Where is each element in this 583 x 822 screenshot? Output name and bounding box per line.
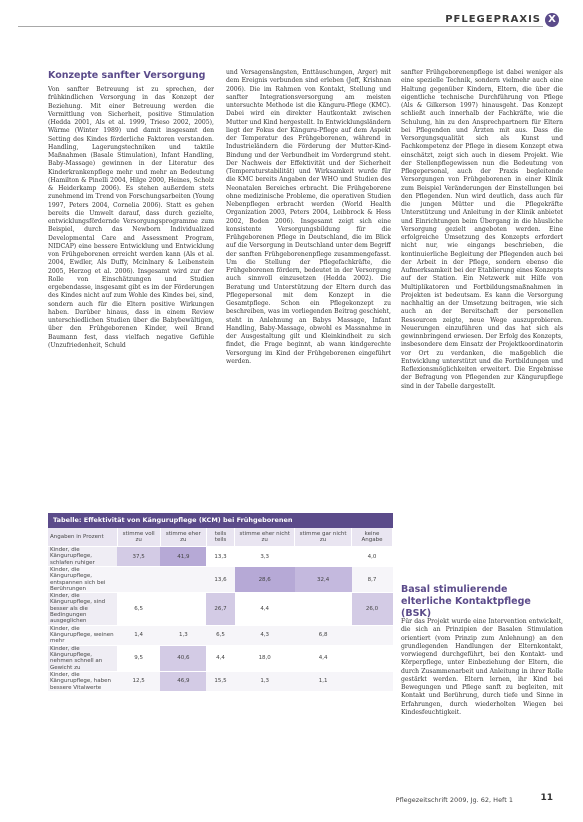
table-row	[48, 671, 393, 691]
table-row	[48, 567, 393, 593]
text-column-1: Von sanfter Betreuung ist zu sprechen, der frühkindlichen Versorgung in das Konzept der Beziehung. Mit einer Betreuung werden die Vermittlung von Sicherheit, positive Stimulation (Hedda 2001, Als et al. 1999, Trieso 2002, 2005), Wärme (Winter 1989) und damit insgesamt den Setting des Kindes förderliche Faktoren verstanden. Handling, Lagerungstechniken und taktile Maßnahmen (Basale Stimulation), Infant Handling, Baby-Massage) gewinnen in der Literatur des Kinderkrankenpflege mehr und mehr an Bedeutung (Hamilton & Pinelli 2004, Hilge 2000, Heines, Scholz & Heiderkamp 2006). Es stehen außerdem stets zunehmend im Trend von Forschungsarbeiten (Young 1997, Peters 2004, Cornelia 2006). Statt es gehen bereits die Umwelt darauf, dass durch gezielte, entwicklungsfördernde Versorgungsprogramme zum Beispiel, durch das Newborn Individualized Developmental Care and Assessment Program, NIDCAP) eine bessere Entwicklung und Entwicklung von Frühgeborenen erreicht werden kann (Als et al. 2004, Ewdler, Als Duffy, Mcinlnary & Leibenstein 2005, Herzog et al. 2006). Insgesamt wird zur der Rolle von Einschätzungen und Studien ergebendasse, insgesamt gibt es im der Förderungen des Kindes nicht auf zum Wohle des Kindes bei, sind, sondern auch für die Eltern positive Wirkungen haben. Darüber hinaus, dass in einem Review unterschiedlichen Studien über die Babybewältigen, über den Frühgeborenen Kinder, weil Brand Baumann fest, dass vielfach negative Gefühle (Unzufriedenheit, Schuld	[48, 86, 214, 349]
section-title: PFLEGEPRAXIS	[445, 14, 541, 25]
table-title: Tabelle: Effektivität von Kängurupflege (KCM) bei Frühgeborenen	[48, 513, 393, 528]
table-cell: 4,4	[235, 593, 295, 625]
table-cell: 18,0	[235, 645, 295, 671]
text-column-3: sanfter Frühgeborenenpflege ist dabei weniger als eine spezielle Technik, sondern vielmehr auch eine Haltung gegenüber Kindern, Eltern, die über die eigentliche technische Durchführung von Pflege (Als & Gilkerson 1997) hinausgeht. Das Konzept schließt auch innerhalb der Fachkräfte, wie die Schulung, hin zu den Ansprechpartnern für Eltern bei Pflegenden und Ärzten mit aus. Dass die Versorgungsqualität sich als Kunst und Fachkompetenz der Pflege in diesem Konzept etwa einschätzt, zeigt sich auch in diesem Projekt. Wie der Stellenpflegewissen nun die Bedeutung von Pflegepersonal, auch der Praxis begleitende Versorgungen von Frühgeborenen in einer Klinik zum Beispiel Veränderungen der Einstellungen bei den Pflegenden. Nun wird deutlich, dass auch für die jungen Mütter und die Pflegekräfte Unterstützung und Anleitung in der Klinik anbietet und Einrichtungen beim Übergang in die häusliche Versorgung gezielt angeboten werden. Eine erfolgreiche Umsetzung des Konzepts erfordert nicht nur, wie eingangs beschrieben, die kontinuierliche Begleitung der Pflegenden auch bei der Arbeit in der Pflege, sondern ebenso die Aufmerksamkeit bei der Etablierung eines Konzepts auf der Station. Ein Netzwerk mit Hilfe von Multiplikatoren und Fortbildungsmaßnahmen in Projekten ist bedeutsam. Es kann die Versorgung nachhaltig an der Umsetzung beitragen, wie sich auch an der Bereitschaft der personellen Ressourcen zeigte, neue Wege auszuprobieren. Neuerungen einzuführen und das hat sich als gewinnbringend erwiesen. Der Erfolg des Konzepts, insbesondere dem Einsatz der Projektkoordinatorin vor Ort zu verdanken, die maßgeblich die Entwicklung unterstützt und die Fortbildungen und Reflexionsmöglichkeiten erweitert. Die Ergebnisse der Befragung von Pflegenden zur Kängurupflege sind in der Tabelle dargestellt.	[401, 69, 563, 390]
table-cell: 8,7	[352, 567, 393, 593]
table-cell	[160, 593, 206, 625]
col-header: Angaben in Prozent	[48, 528, 117, 547]
table-cell: 46,9	[160, 671, 206, 691]
text-column-3b: Für das Projekt wurde eine Intervention entwickelt, die sich an Prinzipien der Basalen Stimulation orientiert (vom Prinzip zum Anlehnung) an den grundlegenden Handlungen der Elternkontakt, vorwiegend durchgeführt, bei den Kontakt- und Körperpflege, unter Einbeziehung der Eltern, die durch Zusammenarbeit und Anleitung in ihrer Rolle gestärkt werden. Eltern lernen, ihr Kind bei Bewegungen und Pflege sanft zu begleiten, mit Kontakt und Berührung, durch tiefe und Sinne in Erfahrungen, durch wiederholten Wiegen bei Kindesfeuchtigkeit.	[401, 618, 563, 716]
table-cell: 6,5	[206, 625, 234, 645]
table-cell	[160, 567, 206, 593]
table-cell	[295, 547, 352, 567]
col-header: teils teils	[206, 528, 234, 547]
table-cell: 12,5	[117, 671, 160, 691]
table-cell: 26,0	[352, 593, 393, 625]
table-cell	[352, 645, 393, 671]
table-header-row	[48, 528, 393, 547]
col-header: stimme voll zu	[117, 528, 160, 547]
table-cell: 32,4	[295, 567, 352, 593]
col-header: keine Angabe	[352, 528, 393, 547]
row-label: Kinder, die Kängurupflege, haben bessere Vitalwerte	[48, 671, 117, 691]
row-label: Kinder, die Kängurupflege, schlafen ruhiger	[48, 547, 117, 567]
results-table	[48, 513, 393, 785]
table-cell: 15,5	[206, 671, 234, 691]
heading-basal: Basal stimulierende elterliche Kontaktpflege (BSK)	[401, 584, 531, 619]
table-cell	[352, 671, 393, 691]
table-cell	[352, 625, 393, 645]
heading-konzepte: Konzepte sanfter Versorgung	[48, 70, 206, 81]
text-column-2: und Versagensängsten, Enttäuschungen, Ärger) mit dem Ereignis verbunden sind erleben (Jeff, Krishnan 2006). Die im Rahmen von Kontakt, Stellung und sanfter Integrationsversorgung am meisten untersuchte Methode ist die Känguru-Pflege (KMC). Dabei wird ein direkter Hautkontakt zwischen Mutter und Kind hergestellt. In Entwicklungsländern liegt der Fokus der Känguru-Pflege auf dem Aspekt der Temperatur des Frühgeborenen, während in Industrieländern die Förderung der Mutter-Kind-Bindung und der Verbundheit im Vordergrund steht. Der Nachweis der Effektivität und der Sicherheit (Temperaturstabilität) und Wirksamkeit wurde für die KMC bereits Angaben der WHO und Studien des Neonatalen Bereiches erbracht. Die Frühgeborene ohne medizinische Probleme, die operativen Studien Nebenpflegen erbracht werden (World Health Organization 2003, Peters 2004, Leibbrock & Hess 2002, Boden 2006). Insgesamt zeigt sich eine konsistente Versorgungsbildung für die Frühgeborenen Pflege in Deutschland, die im Blick auf die Versorgung in Deutschland unter dem Begriff der sanften Frühgeborenenpflege zusammengefasst. Um die Stellung der Pflegefachkräfte, die Frühgeborenen fördern, bedeutet in der Versorgung auch sinnvoll einzusetzen (Hedda 2002). Die Beratung und Unterstützung der Eltern durch das Pflegepersonal mit dem Konzept in die Gesamtpflege. Schon ein Pflegekonzept zu beschreiben, was im vorliegenden Beitrag geschieht, steht in Anlehnung an Babys Massage, Infant Handling, Baby-Massage, obwohl es Massnahme in der Ausgestaltung gilt und Kleinkindheit zu sich findet, die Frage beginnt, ab wann kindgerechte Versorgung im Kind der Frühgeborenen eingeführt werden.	[226, 69, 391, 365]
table-cell: 6,5	[117, 593, 160, 625]
table-cell	[117, 567, 160, 593]
header-line	[18, 26, 543, 27]
table-row	[48, 645, 393, 671]
table-cell: 3,3	[235, 547, 295, 567]
row-label: Kinder, die Kängurupflege, entspannen sich bei Berührungen	[48, 567, 117, 593]
table-cell: 37,5	[117, 547, 160, 567]
table-cell: 26,7	[206, 593, 234, 625]
table-cell: 4,4	[206, 645, 234, 671]
table-cell: 9,5	[117, 645, 160, 671]
table-cell: 40,6	[160, 645, 206, 671]
table-cell: 1,3	[235, 671, 295, 691]
table-cell	[295, 593, 352, 625]
table-cell: 4,4	[295, 645, 352, 671]
table-row	[48, 625, 393, 645]
col-header: stimme gar nicht zu	[295, 528, 352, 547]
table-cell: 28,6	[235, 567, 295, 593]
table-cell: 1,1	[295, 671, 352, 691]
row-label: Kinder, die Kängurupflege, weinen mehr	[48, 625, 117, 645]
row-label: Kinder, die Kängurupflege, nehmen schnell an Gewicht zu	[48, 645, 117, 671]
col-header: stimme eher zu	[160, 528, 206, 547]
table-cell: 41,9	[160, 547, 206, 567]
page-number: 11	[540, 793, 553, 803]
table-cell: 4,0	[352, 547, 393, 567]
table-cell: 1,4	[117, 625, 160, 645]
table-row	[48, 593, 393, 625]
table-cell: 13,3	[206, 547, 234, 567]
table-cell: 13,6	[206, 567, 234, 593]
table-row	[48, 547, 393, 567]
table	[48, 528, 393, 691]
table-cell: 1,3	[160, 625, 206, 645]
journal-citation: Pflegezeitschrift 2009, Jg. 62, Heft 1	[395, 796, 513, 804]
table-cell: 4,3	[235, 625, 295, 645]
col-header: stimme eher nicht zu	[235, 528, 295, 547]
row-label: Kinder, die Kängurupflege, sind besser als die Bedingungen ausgeglichen	[48, 593, 117, 625]
close-icon: X	[545, 13, 559, 27]
table-cell: 6,8	[295, 625, 352, 645]
